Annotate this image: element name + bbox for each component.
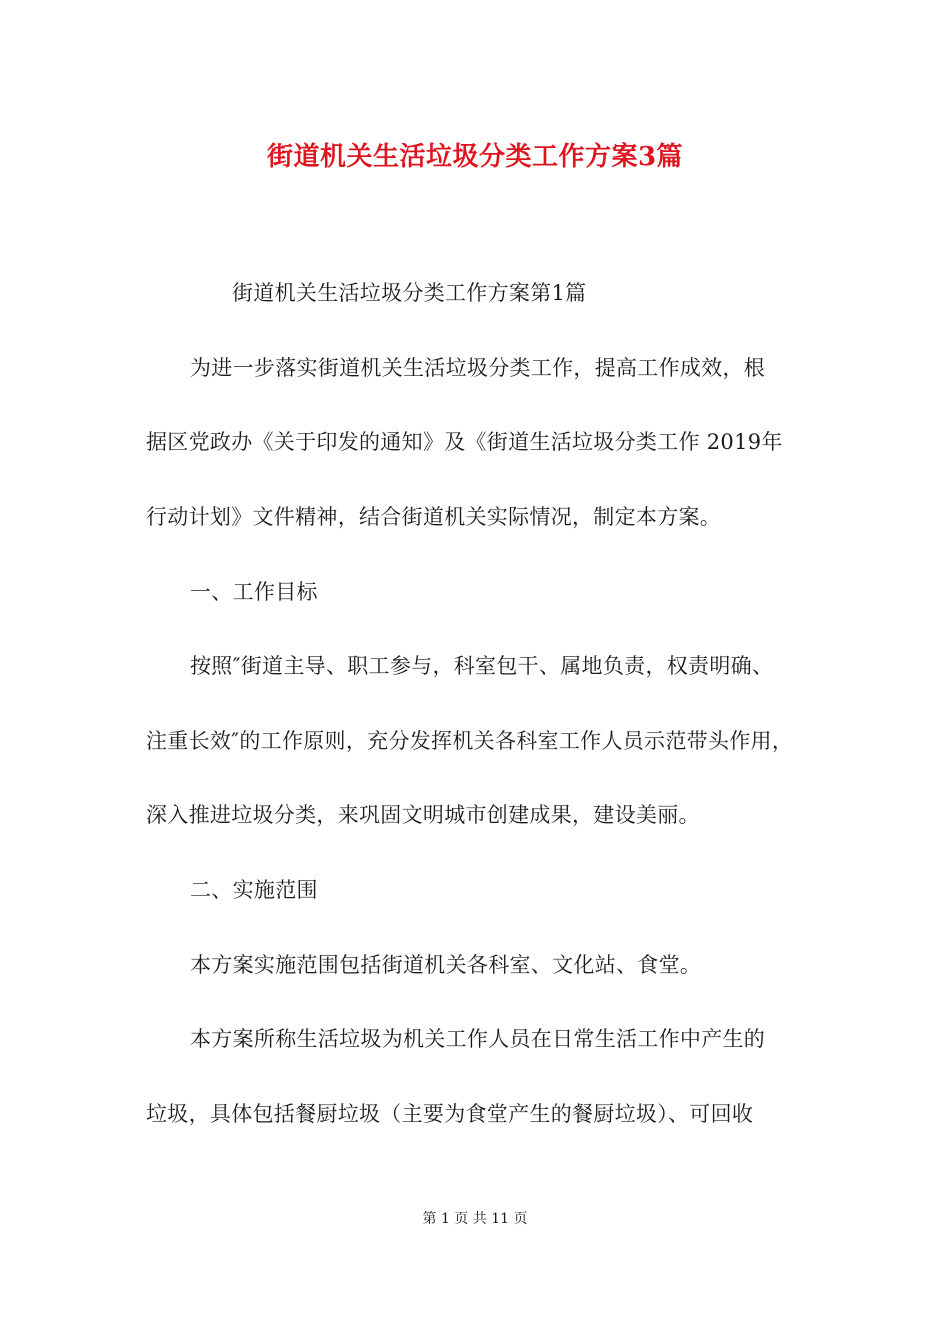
- heading-scope: 二、实施范围: [190, 878, 318, 902]
- heading-work-goal: 一、工作目标: [190, 580, 318, 604]
- paragraph-line: 本方案实施范围包括街道机关各科室、文化站、食堂。: [190, 953, 702, 977]
- paragraph-line: 深入推进垃圾分类，来巩固文明城市创建成果，建设美丽。: [146, 803, 700, 827]
- paragraph-line: 注重长效″的工作原则，充分发挥机关各科室工作人员示范带头作用，: [146, 729, 794, 753]
- paragraph-line: 为进一步落实街道机关生活垃圾分类工作，提高工作成效，根: [190, 356, 766, 380]
- paragraph-line: 本方案所称生活垃圾为机关工作人员在日常生活工作中产生的: [190, 1027, 766, 1051]
- paragraph-line: 据区党政办《关于印发的通知》及《街道生活垃圾分类工作 2019年: [146, 430, 783, 454]
- paragraph-line: 按照″街道主导、职工参与，科室包干、属地负责，权责明确、: [190, 654, 774, 678]
- page-footer: 第 1 页 共 11 页: [422, 1211, 528, 1227]
- paragraph-line: 行动计划》文件精神，结合街道机关实际情况，制定本方案。: [146, 505, 722, 529]
- document-title: 街道机关生活垃圾分类工作方案3篇: [266, 142, 684, 172]
- paragraph-line: 垃圾，具体包括餐厨垃圾（主要为食堂产生的餐厨垃圾）、可回收: [146, 1102, 754, 1126]
- section-heading-part-1: 街道机关生活垃圾分类工作方案第1篇: [232, 281, 587, 305]
